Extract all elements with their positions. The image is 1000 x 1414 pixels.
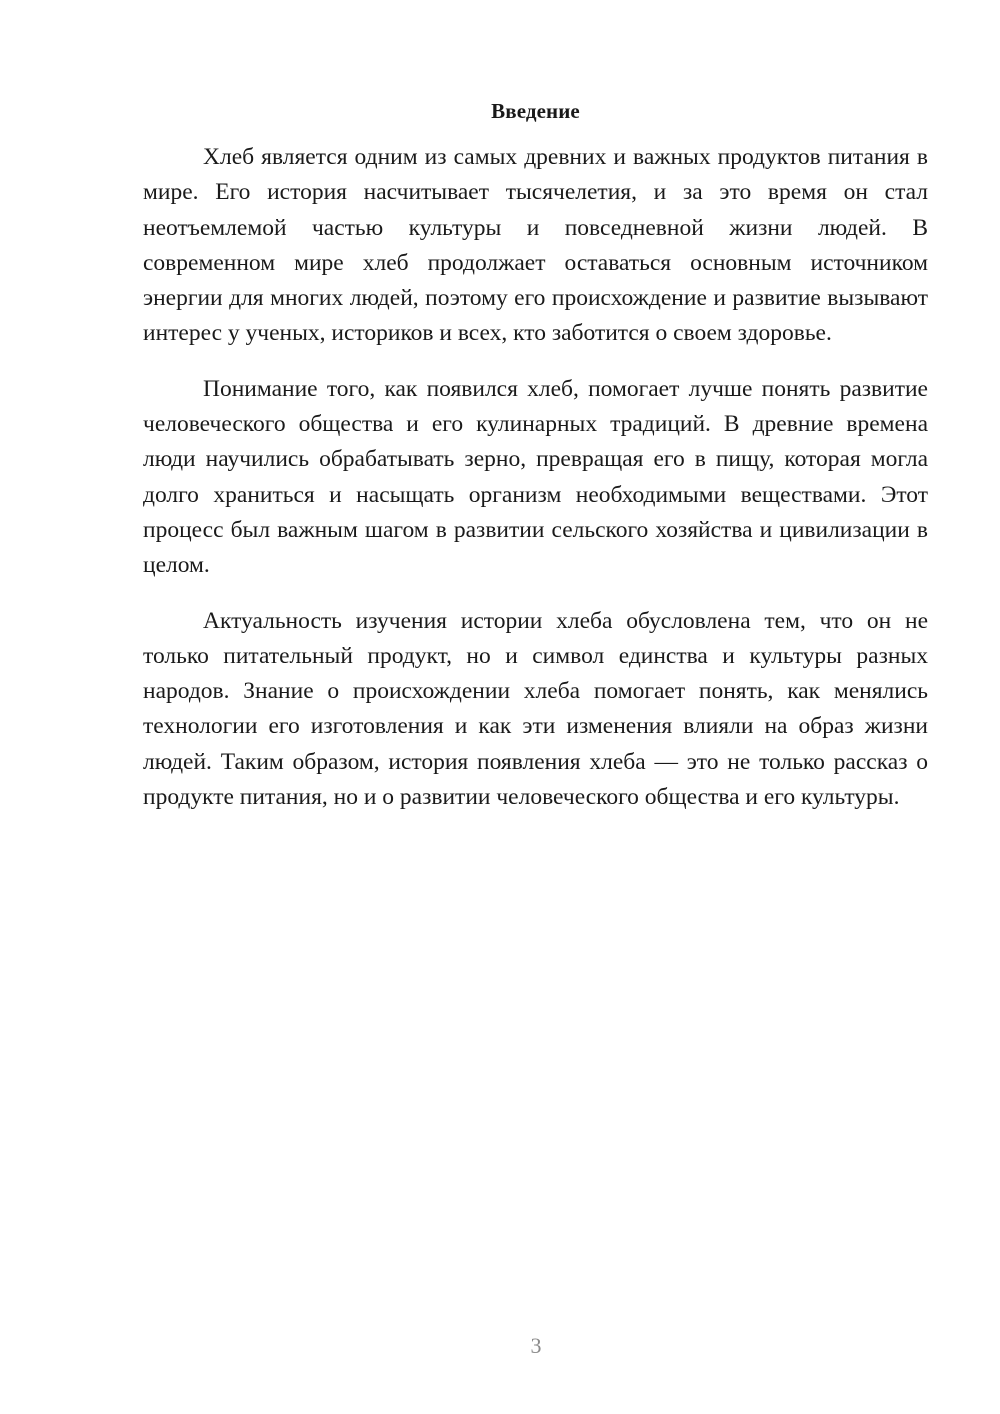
page-number: 3 <box>530 1333 542 1358</box>
paragraph-2: Понимание того, как появился хлеб, помогает лучше понять развитие человеческого общества и его кулинарных традиций. В древние времена люди научились обрабатывать зерно, превращая его в пищу, которая могла долго храниться и насыщать организм необходимыми веществами. Этот процесс был важным шагом в развитии сельского хозяйства и цивилизации в целом. <box>143 375 928 579</box>
paragraph-3: Актуальность изучения истории хлеба обусловлена тем, что он не только питательный продукт, но и символ единства и культуры разных народов. Знание о происхождении хлеба помогает понять, как менялись технологии его изготовления и как эти изменения влияли на образ жизни людей. Таким образом, история появления хлеба — это не только рассказ о продукте питания, но и о развитии человеческого общества и его культуры. <box>143 607 928 811</box>
page-content <box>143 94 928 835</box>
section-title: Введение <box>491 99 580 123</box>
paragraph-1: Хлеб является одним из самых древних и важных продуктов питания в мире. Его история насчитывает тысячелетия, и за это время он стал неотъемлемой частью культуры и повседневной жизни людей. В современном мире хлеб продолжает оставаться основным источником энергии для многих людей, поэтому его происхождение и развитие вызывают интерес у ученых, историков и всех, кто заботится о своем здоровье. <box>143 144 928 347</box>
